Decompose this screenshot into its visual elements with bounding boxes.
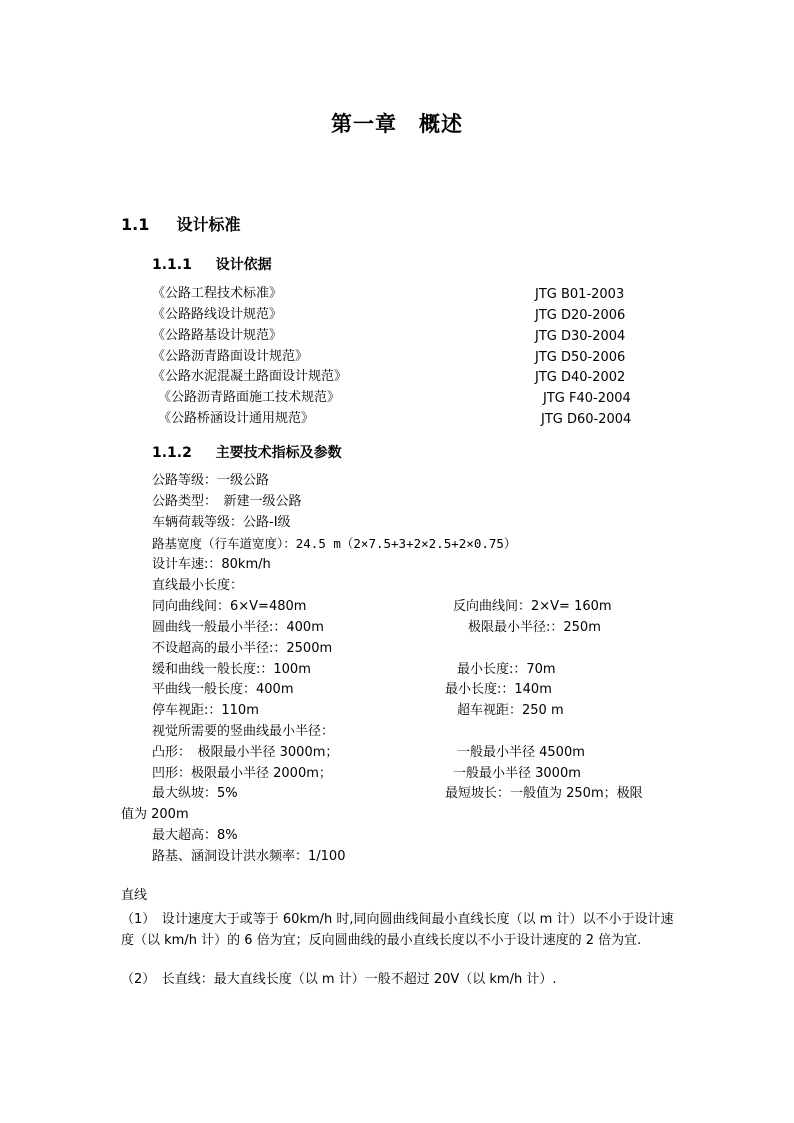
param-road-type: 公路类型： 新建一级公路 (152, 494, 302, 509)
standard-code: JTG D40-2002 (535, 370, 626, 385)
section-heading (121, 212, 241, 235)
param-flat-curve-min: 最小长度:：140m (445, 682, 552, 697)
param-straight-min: 直线最小长度： (152, 578, 244, 593)
standard-name: 《公路桥涵设计通用规范》 (158, 411, 315, 426)
standard-code: JTG B01-2003 (535, 287, 625, 302)
standard-code: JTG D50-2006 (535, 350, 626, 365)
standard-code: JTG F40-2004 (543, 391, 631, 406)
chapter-title: 第一章 概述 (331, 112, 463, 136)
param-min-slope-length: 最短坡长：一般值为 250m；极限 (445, 786, 643, 801)
param-vertical-title: 视觉所需要的竖曲线最小半径： (152, 724, 335, 739)
param-convex-limit: 凸形： 极限最小半径 3000m； (152, 745, 339, 760)
param-transition-general: 缓和曲线一般长度:：100m (152, 662, 311, 677)
param-road-grade: 公路等级：一级公路 (152, 473, 270, 488)
param-flat-curve-general: 平曲线一般长度：400m (152, 682, 294, 697)
subsection-heading (152, 254, 272, 274)
param-stop-sight: 停车视距:：110m (152, 703, 259, 718)
param-flood-freq: 路基、涵洞设计洪水频率：1/100 (152, 849, 346, 864)
param-circle-limit: 极限最小半径:：250m (468, 620, 601, 635)
standard-code: JTG D60-2004 (541, 412, 632, 427)
section-title: 设计标准 (176, 215, 241, 234)
section-number: 1.1 (121, 215, 150, 234)
param-load-grade: 车辆荷载等级：公路-Ⅰ级 (152, 515, 291, 530)
standard-name: 《公路路基设计规范》 (152, 328, 283, 343)
param-design-speed: 设计车速:：80km/h (152, 557, 271, 572)
straight-paragraph-2: （2） 长直线：最大直线长度（以 m 计）一般不超过 20V（以 km/h 计）. (121, 972, 557, 987)
subsection-title: 设计依据 (215, 257, 272, 273)
standard-name: 《公路沥青路面设计规范》 (152, 349, 309, 364)
subsection-heading (152, 442, 342, 462)
subsection-number: 1.1.1 (152, 257, 192, 273)
standard-code: JTG D20-2006 (535, 308, 626, 323)
standard-name: 《公路水泥混凝土路面设计规范》 (152, 369, 348, 384)
param-no-super-radius: 不设超高的最小半径:：2500m (152, 641, 333, 656)
param-overtake-sight: 超车视距：250 m (457, 703, 564, 718)
param-concave-limit: 凹形：极限最小半径 2000m； (152, 766, 332, 781)
param-circle-general: 圆曲线一般最小半径:：400m (152, 620, 324, 635)
standard-name: 《公路工程技术标准》 (152, 286, 283, 301)
param-transition-min: 最小长度:：70m (457, 662, 556, 677)
param-reverse-curve: 反向曲线间：2×V= 160m (453, 599, 612, 614)
straight-title: 直线 (121, 888, 148, 903)
param-max-grade: 最大纵坡：5% (152, 786, 238, 801)
standard-name: 《公路路线设计规范》 (152, 307, 283, 322)
standard-code: JTG D30-2004 (535, 329, 626, 344)
param-convex-general: 一般最小半径 4500m (457, 745, 585, 760)
param-min-slope-length-cont: 值为 200m (121, 807, 189, 822)
param-concave-general: 一般最小半径 3000m (453, 766, 581, 781)
subsection-title: 主要技术指标及参数 (215, 445, 342, 461)
param-max-super: 最大超高：8% (152, 828, 238, 843)
subsection-number: 1.1.2 (152, 445, 192, 461)
standard-name: 《公路沥青路面施工技术规范》 (158, 390, 341, 405)
param-subgrade-width: 路基宽度（行车道宽度）：24.5 m（2×7.5+3+2×2.5+2×0.75） (152, 536, 517, 551)
param-same-curve: 同向曲线间：6×V=480m (152, 599, 307, 614)
straight-paragraph-1: （1） 设计速度大于或等于 60km/h 时,同向圆曲线间最小直线长度（以 m 计）以不小于设计速度（以 km/h 计）的 6 倍为宜；反向圆曲线的最小直线长度以不小于设计速度的 2 倍为宜. (121, 912, 674, 948)
